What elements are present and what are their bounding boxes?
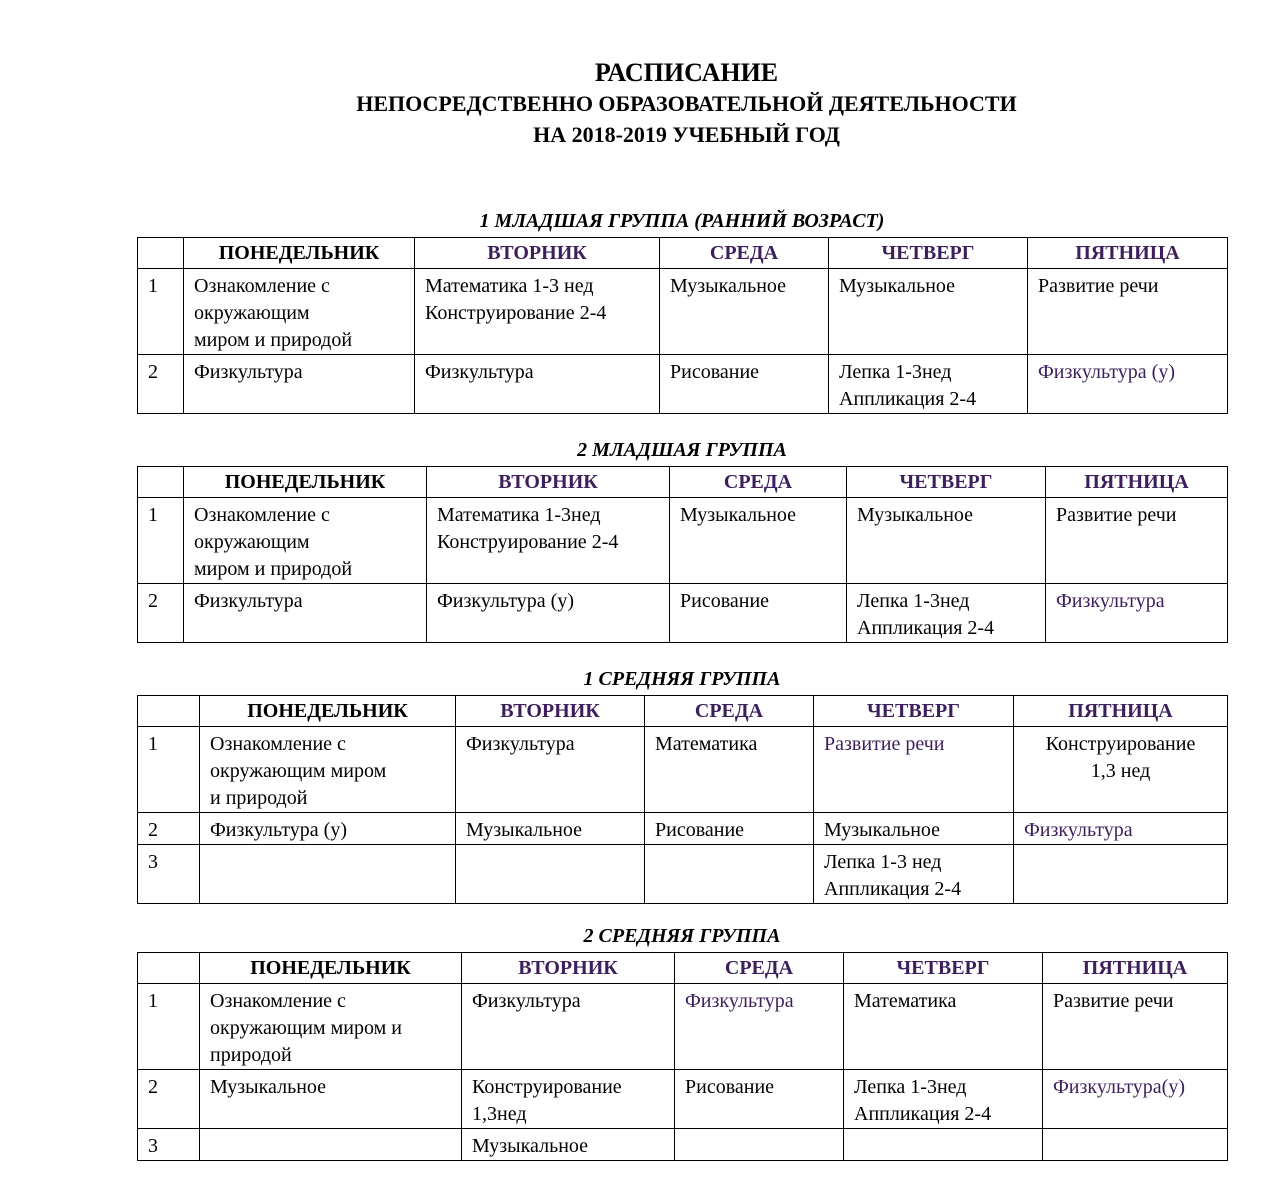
- header-wednesday: СРЕДА: [645, 696, 814, 727]
- document-subtitle: НЕПОСРЕДСТВЕННО ОБРАЗОВАТЕЛЬНОЙ ДЕЯТЕЛЬНОСТИ: [356, 91, 1017, 116]
- cell-wednesday: Рисование: [670, 584, 847, 643]
- cell-wednesday: [675, 1129, 844, 1161]
- cell-friday: Физкультура(у): [1043, 1070, 1228, 1129]
- table-row: [138, 269, 1228, 355]
- cell-thursday: Развитие речи: [814, 727, 1014, 813]
- header-thursday: ЧЕТВЕРГ: [814, 696, 1014, 727]
- table-header-row: [138, 467, 1228, 498]
- cell-monday: Ознакомление с окружающим миром и природой: [200, 727, 456, 813]
- cell-monday: [200, 845, 456, 904]
- cell-thursday: Лепка 1-3 нед Аппликация 2-4: [814, 845, 1014, 904]
- header-thursday: ЧЕТВЕРГ: [847, 467, 1046, 498]
- header-friday: ПЯТНИЦА: [1046, 467, 1228, 498]
- cell-wednesday: Рисование: [675, 1070, 844, 1129]
- cell-wednesday: Физкультура: [675, 984, 844, 1070]
- header-tuesday: ВТОРНИК: [462, 953, 675, 984]
- header-tuesday: ВТОРНИК: [415, 238, 660, 269]
- cell-wednesday: Рисование: [660, 355, 829, 414]
- cell-tuesday: Физкультура: [456, 727, 645, 813]
- header-wednesday: СРЕДА: [660, 238, 829, 269]
- cell-monday: Ознакомление с окружающим миром и природой: [184, 498, 427, 584]
- cell-tuesday: Музыкальное: [456, 813, 645, 845]
- header-wednesday: СРЕДА: [670, 467, 847, 498]
- header-corner: [138, 696, 200, 727]
- header-monday: ПОНЕДЕЛЬНИК: [184, 238, 415, 269]
- schedule-table-3: [137, 695, 1228, 904]
- header-corner: [138, 238, 184, 269]
- cell-thursday: [844, 1129, 1043, 1161]
- cell-thursday: Музыкальное: [847, 498, 1046, 584]
- header-thursday: ЧЕТВЕРГ: [829, 238, 1028, 269]
- group-title-4: 2 СРЕДНЯЯ ГРУППА: [583, 925, 781, 947]
- row-number: 3: [138, 1129, 200, 1161]
- table-header-row: [138, 953, 1228, 984]
- document-year: НА 2018-2019 УЧЕБНЫЙ ГОД: [533, 122, 840, 147]
- row-number: 1: [138, 498, 184, 584]
- header-monday: ПОНЕДЕЛЬНИК: [184, 467, 427, 498]
- row-number: 1: [138, 984, 200, 1070]
- row-number: 2: [138, 813, 200, 845]
- cell-tuesday: Конструирование 1,3нед: [462, 1070, 675, 1129]
- header-tuesday: ВТОРНИК: [427, 467, 670, 498]
- table-row: [138, 1129, 1228, 1161]
- cell-wednesday: Математика: [645, 727, 814, 813]
- header-wednesday: СРЕДА: [675, 953, 844, 984]
- header-friday: ПЯТНИЦА: [1043, 953, 1228, 984]
- header-monday: ПОНЕДЕЛЬНИК: [200, 953, 462, 984]
- group-title-2: 2 МЛАДШАЯ ГРУППА: [577, 439, 787, 461]
- cell-wednesday: Музыкальное: [660, 269, 829, 355]
- row-number: 2: [138, 355, 184, 414]
- table-row: [138, 498, 1228, 584]
- cell-monday: Ознакомление с окружающим миром и природой: [184, 269, 415, 355]
- cell-tuesday: Физкультура: [415, 355, 660, 414]
- cell-monday: Физкультура (у): [200, 813, 456, 845]
- row-number: 2: [138, 1070, 200, 1129]
- cell-monday: Ознакомление с окружающим миром и природой: [200, 984, 462, 1070]
- row-number: 1: [138, 727, 200, 813]
- header-corner: [138, 953, 200, 984]
- header-thursday: ЧЕТВЕРГ: [844, 953, 1043, 984]
- cell-friday: Развитие речи: [1043, 984, 1228, 1070]
- group-title-3: 1 СРЕДНЯЯ ГРУППА: [583, 668, 781, 690]
- row-number: 2: [138, 584, 184, 643]
- table-row: [138, 355, 1228, 414]
- cell-tuesday: [456, 845, 645, 904]
- header-monday: ПОНЕДЕЛЬНИК: [200, 696, 456, 727]
- schedule-table-1: [137, 237, 1228, 414]
- cell-monday: Физкультура: [184, 355, 415, 414]
- table-row: [138, 727, 1228, 813]
- header-friday: ПЯТНИЦА: [1028, 238, 1228, 269]
- cell-monday: Музыкальное: [200, 1070, 462, 1129]
- cell-monday: [200, 1129, 462, 1161]
- cell-friday: [1043, 1129, 1228, 1161]
- table-row: [138, 584, 1228, 643]
- document-title: РАСПИСАНИЕ: [594, 58, 779, 87]
- cell-thursday: Лепка 1-3нед Аппликация 2-4: [844, 1070, 1043, 1129]
- cell-wednesday: [645, 845, 814, 904]
- cell-friday: Развитие речи: [1046, 498, 1228, 584]
- cell-tuesday: Математика 1-3 нед Конструирование 2-4: [415, 269, 660, 355]
- cell-thursday: Музыкальное: [829, 269, 1028, 355]
- header-tuesday: ВТОРНИК: [456, 696, 645, 727]
- row-number: 1: [138, 269, 184, 355]
- table-row: [138, 813, 1228, 845]
- cell-tuesday: Математика 1-3нед Конструирование 2-4: [427, 498, 670, 584]
- cell-friday: [1014, 845, 1228, 904]
- table-header-row: [138, 238, 1228, 269]
- header-corner: [138, 467, 184, 498]
- cell-tuesday: Физкультура: [462, 984, 675, 1070]
- cell-friday: Физкультура: [1046, 584, 1228, 643]
- cell-friday: Физкультура (у): [1028, 355, 1228, 414]
- table-row: [138, 1070, 1228, 1129]
- table-header-row: [138, 696, 1228, 727]
- cell-thursday: Лепка 1-3нед Аппликация 2-4: [829, 355, 1028, 414]
- cell-friday: Конструирование 1,3 нед: [1014, 727, 1228, 813]
- cell-friday: Физкультура: [1014, 813, 1228, 845]
- header-friday: ПЯТНИЦА: [1014, 696, 1228, 727]
- schedule-table-4: [137, 952, 1228, 1161]
- schedule-table-2: [137, 466, 1228, 643]
- row-number: 3: [138, 845, 200, 904]
- cell-thursday: Математика: [844, 984, 1043, 1070]
- cell-wednesday: Музыкальное: [670, 498, 847, 584]
- cell-monday: Физкультура: [184, 584, 427, 643]
- cell-friday: Развитие речи: [1028, 269, 1228, 355]
- cell-tuesday: Музыкальное: [462, 1129, 675, 1161]
- cell-wednesday: Рисование: [645, 813, 814, 845]
- cell-thursday: Лепка 1-3нед Аппликация 2-4: [847, 584, 1046, 643]
- table-row: [138, 984, 1228, 1070]
- cell-tuesday: Физкультура (у): [427, 584, 670, 643]
- table-row: [138, 845, 1228, 904]
- group-title-1: 1 МЛАДШАЯ ГРУППА (РАННИЙ ВОЗРАСТ): [479, 210, 885, 232]
- cell-thursday: Музыкальное: [814, 813, 1014, 845]
